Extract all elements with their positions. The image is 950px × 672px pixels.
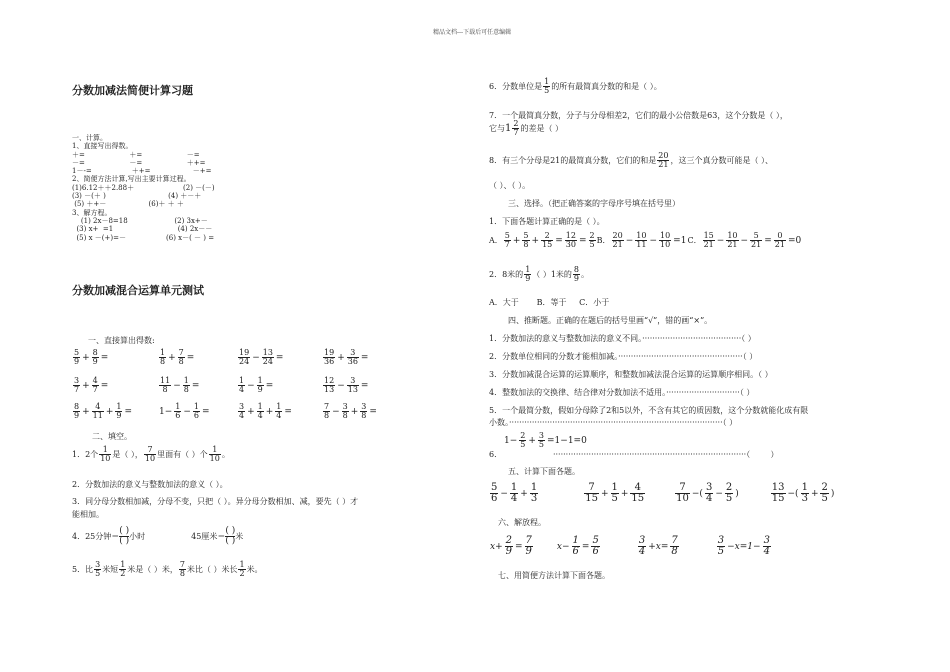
fraction: $\frac{12}{30}$ bbox=[565, 231, 576, 249]
c2-text-c: 。 bbox=[581, 270, 590, 279]
block-line: 一、计算。 bbox=[72, 134, 107, 142]
section-judge: 四、推断题。正确的在题后的括号里画“√”，错的画“×”。 bbox=[508, 316, 713, 325]
q1-text-c: 里面有（ ）个 bbox=[157, 450, 208, 459]
fraction: $\frac{7}{8}$ bbox=[324, 402, 330, 420]
q7-text-b: 它与 bbox=[489, 124, 505, 133]
fraction: $\frac{7}{8}$ bbox=[179, 560, 185, 578]
calc-item bbox=[237, 349, 284, 366]
fraction: $\frac{1}{6}$ bbox=[175, 402, 181, 420]
fraction: $\frac{19}{36}$ bbox=[324, 348, 335, 366]
calc-item bbox=[158, 349, 195, 366]
judge-q1: 1．分数加法的意义与整数加法的意义不同。·······································（ ） bbox=[489, 334, 756, 343]
operator: + bbox=[82, 406, 90, 417]
fraction: $\frac{3}{4}$ bbox=[705, 482, 713, 504]
fill-q2: 2．分数加法的意义与整数加法的意义（ ）。 bbox=[72, 480, 228, 489]
fraction: $\frac{1}{3}$ bbox=[530, 482, 538, 504]
fraction: $\frac{7}{8}$ bbox=[178, 348, 184, 366]
judge-q4: 4．整数加法的交换律、结合律对分数加法不适用。·····························（ ） bbox=[489, 388, 755, 397]
q6-text-b: 的所有最简真分数的和是（ ）。 bbox=[551, 82, 662, 91]
fraction: $\frac{1}{6}$ bbox=[572, 535, 579, 557]
fraction: $\frac{1}{4}$ bbox=[257, 402, 263, 420]
fraction: $\frac{19}{24}$ bbox=[239, 348, 250, 366]
fill-q3-line1: 3．同分母分数相加减，分母不变，只把（ ）。异分母分数相加、减，要先（ ）才 bbox=[72, 497, 359, 506]
fraction: $\frac{5}{9}$ bbox=[74, 348, 80, 366]
fraction: $\frac{2}{9}$ bbox=[505, 535, 512, 557]
fill-q5 bbox=[72, 561, 263, 578]
choice-q2-options: A．大于 B．等于 C．小于 bbox=[489, 298, 610, 307]
operator: = bbox=[191, 380, 200, 391]
operator: = bbox=[186, 352, 195, 363]
fraction: $\frac{3}{36}$ bbox=[347, 348, 358, 366]
fraction: $\frac{8}{9}$ bbox=[92, 348, 98, 366]
option-a-label[interactable]: A． bbox=[489, 236, 503, 245]
fraction: $\frac{7}{8}$ bbox=[671, 535, 678, 557]
compute-row: $\frac{5}{6}$ − $\frac{1}{4}$ + $\frac{1}{3}$ $\frac{7}{15}$ + $\frac{1}{5}$ + $\frac{4}{15}$ $\frac{7}{10}$ −( $\frac{3}{4}$ − $\frac{2}{5}$ ) $\frac{13}{15}$ −( $\frac{1}{3}$ + $\frac{2}{5}$ ) bbox=[491, 482, 835, 504]
fraction: $\frac{2}{5}$ bbox=[589, 231, 595, 249]
q5-text-d: 米比（ ）米长 bbox=[186, 565, 238, 574]
calc-item bbox=[72, 349, 109, 366]
fraction: $\frac{1}{2}$ bbox=[120, 560, 126, 578]
block-line: (3) x+ =1 (4) 2x－－ bbox=[72, 225, 213, 234]
operator: = bbox=[284, 406, 292, 417]
fraction: $\frac{5}{7}$ bbox=[504, 231, 510, 249]
operator: = bbox=[360, 380, 369, 391]
fraction: $\frac{10}{21}$ bbox=[727, 231, 738, 249]
fraction: $\frac{8}{9}$ bbox=[573, 265, 580, 283]
fraction: $\frac{20}{21}$ bbox=[658, 151, 669, 169]
calc-item bbox=[237, 377, 274, 394]
judge-q2: 2．分数单位相同的分数才能相加减。·················································（ ） bbox=[489, 352, 758, 361]
fraction: $\frac{7}{10}$ bbox=[676, 482, 689, 504]
fraction: $\frac{2}{7}$ bbox=[513, 119, 519, 137]
c2-text-b: （ ）1米的 bbox=[532, 270, 572, 279]
blank-fraction[interactable]: ( ) ( ) bbox=[225, 526, 236, 546]
fraction: $\frac{11}{8}$ bbox=[160, 376, 171, 394]
operator: + bbox=[105, 406, 114, 417]
operator: = bbox=[100, 380, 109, 391]
operator: + bbox=[82, 380, 90, 391]
fraction: $\frac{13}{15}$ bbox=[771, 482, 785, 504]
option-b-label[interactable]: B． bbox=[596, 236, 611, 245]
fraction: $\frac{3}{4}$ bbox=[239, 402, 245, 420]
q8-text-b: ，这三个真分数可能是（ ）、 bbox=[670, 156, 774, 165]
fraction: $\frac{2}{5}$ bbox=[821, 482, 828, 504]
section-compute: 五、计算下面各题。 bbox=[508, 467, 580, 476]
fraction: $\frac{1}{3}$ bbox=[801, 482, 808, 504]
fraction: $\frac{10}{10}$ bbox=[659, 231, 671, 249]
q1-text-d: 。 bbox=[221, 450, 230, 459]
operator: − bbox=[332, 406, 340, 417]
choice-q1: 1．下面各题计算正确的是（ ）。 bbox=[489, 217, 605, 226]
option-c-label[interactable]: C． bbox=[687, 236, 702, 245]
operator: = bbox=[100, 352, 109, 363]
q8-text-a: 8．有三个分母是21的最简真分数，它们的和是 bbox=[489, 156, 657, 165]
title-unit-test: 分数加减混合运算单元测试 bbox=[72, 284, 204, 297]
operator: + bbox=[350, 406, 359, 417]
fraction: $\frac{0}{21}$ bbox=[774, 231, 785, 249]
fill-q4 bbox=[72, 527, 243, 546]
operator: = bbox=[265, 380, 274, 391]
fraction: $\frac{3}{13}$ bbox=[347, 376, 358, 394]
fraction: $\frac{4}{7}$ bbox=[92, 376, 98, 394]
block-line: (5) ＋+－ (6)＋ ＋ ＋ bbox=[72, 200, 184, 209]
section-choice: 三、选择。（把正确答案的字母序号填在括号里） bbox=[508, 199, 680, 208]
section-direct-calc: 一、直接算出得数: bbox=[88, 336, 155, 345]
fraction: $\frac{1}{10}$ bbox=[209, 445, 220, 463]
operator: = bbox=[275, 352, 284, 363]
q6-text-a: 6．分数单位是 bbox=[489, 82, 543, 91]
fraction: $\frac{5}{6}$ bbox=[592, 535, 599, 557]
fraction: $\frac{3}{5}$ bbox=[538, 431, 545, 449]
fraction: $\frac{1}{5}$ bbox=[544, 77, 550, 95]
calc-item bbox=[322, 349, 369, 366]
fraction: $\frac{2}{15}$ bbox=[542, 231, 553, 249]
operator: + bbox=[168, 352, 176, 363]
q5-text-a: 5．比 bbox=[72, 565, 94, 574]
calc-item bbox=[158, 377, 200, 394]
operator: 1− bbox=[159, 406, 173, 417]
fraction: $\frac{15}{21}$ bbox=[703, 231, 714, 249]
fill-q6 bbox=[489, 78, 662, 95]
title-simplified-calc: 分数加减法简便计算习题 bbox=[72, 84, 193, 97]
fraction: $\frac{1}{2}$ bbox=[239, 560, 245, 578]
mixed-whole: 1 bbox=[505, 123, 512, 134]
fraction: $\frac{1}{8}$ bbox=[183, 376, 189, 394]
block-line: 1－-= ＋+= －+= bbox=[72, 167, 212, 176]
q4-text-b: 小时 bbox=[129, 532, 146, 541]
block-line: (1) 2x－8=18 (2) 3x+－ bbox=[72, 216, 208, 225]
section-equations: 六、解放程。 bbox=[498, 518, 546, 527]
calc-item bbox=[72, 403, 133, 420]
fill-q7-line2 bbox=[489, 120, 563, 137]
operator: − bbox=[337, 380, 345, 391]
fraction: $\frac{3}{4}$ bbox=[763, 535, 770, 557]
operator: = bbox=[360, 352, 369, 363]
fraction: $\frac{7}{10}$ bbox=[144, 445, 156, 463]
block-line: (5) x －(+)=－ (6) x－( － ) = bbox=[72, 233, 215, 242]
fraction: $\frac{1}{9}$ bbox=[525, 265, 531, 283]
fraction: $\frac{1}{4}$ bbox=[510, 482, 518, 504]
fraction: $\frac{20}{21}$ bbox=[612, 231, 623, 249]
choice-q2 bbox=[489, 266, 589, 283]
fill-q8-line1 bbox=[489, 152, 773, 169]
judge-q3: 3．分数加减混合运算的运算顺序，和整数加减法混合运算的运算顺序相同。（ ） bbox=[489, 370, 773, 379]
fraction: $\frac{3}{4}$ bbox=[638, 535, 646, 557]
block-line: (1)6.12＋＋2.88＋ (2) －(－) bbox=[72, 183, 215, 192]
fraction: $\frac{5}{8}$ bbox=[523, 231, 529, 249]
q5-text-c: 米是（ ）米， bbox=[127, 565, 178, 574]
operator: + bbox=[247, 406, 255, 417]
judge-q5-line2: 小数。····················································································（ ） bbox=[489, 418, 738, 427]
q5-text-b: 米短 bbox=[102, 565, 119, 574]
q7-text-c: 的差是（ ） bbox=[520, 124, 564, 133]
judge-q6: 6． ············································································（ ） bbox=[489, 450, 779, 459]
q1-text-b: 是（ ）， bbox=[112, 450, 143, 459]
fill-q7-line1: 7．一个最简真分数，分子与分母相差2，它们的最小公倍数是63，这个分数是（ ）， bbox=[489, 111, 788, 120]
fraction: $\frac{1}{10}$ bbox=[100, 445, 111, 463]
q4-text-d: 米 bbox=[235, 532, 244, 541]
block-line: 2、简便方法计算,写出主要计算过程。 bbox=[72, 175, 191, 184]
q4-text-c: 45厘米＝ bbox=[191, 532, 226, 541]
fraction: $\frac{4}{15}$ bbox=[631, 482, 645, 504]
calc-item bbox=[72, 377, 109, 394]
equation-row: x+ $\frac{2}{9}$ = $\frac{7}{9}$ x− $\frac{1}{6}$ = $\frac{5}{6}$ $\frac{3}{4}$ +x= $\frac{7}{8}$ $\frac{3}{5}$ −x=1− $\frac{3}{4}$ bbox=[490, 535, 770, 557]
fraction: $\frac{5}{6}$ bbox=[491, 482, 498, 504]
fraction: $\frac{3}{5}$ bbox=[717, 535, 725, 557]
judge-q5-line1: 5．一个最简分数，假如分母除了2和5以外，不含有其它的质因数，这个分数就能化成有限 bbox=[489, 406, 809, 415]
calc-item bbox=[322, 377, 369, 394]
fraction: $\frac{8}{9}$ bbox=[74, 402, 80, 420]
fraction: $\frac{3}{8}$ bbox=[342, 402, 348, 420]
fraction: $\frac{13}{24}$ bbox=[262, 348, 273, 366]
fraction: $\frac{10}{11}$ bbox=[636, 231, 647, 249]
fraction: $\frac{1}{9}$ bbox=[257, 376, 263, 394]
block-line: －= －= ＋+= bbox=[72, 158, 206, 167]
calc-exercise-block bbox=[72, 134, 215, 242]
block-line: (3) －(＋ ) (4) ＋－＋ bbox=[72, 192, 202, 201]
calc-item bbox=[322, 403, 378, 420]
operator: − bbox=[247, 380, 255, 391]
fill-q8-line2: （ ）、（ ）。 bbox=[489, 181, 531, 190]
fraction: $\frac{1}{4}$ bbox=[276, 402, 282, 420]
operator: = bbox=[124, 406, 133, 417]
block-line: 1、直接写出得数。 bbox=[72, 142, 133, 151]
operator: = bbox=[369, 406, 377, 417]
q5-text-e: 米。 bbox=[246, 565, 263, 574]
operator: + bbox=[337, 352, 345, 363]
operator: − bbox=[252, 352, 260, 363]
fraction: $\frac{2}{5}$ bbox=[725, 482, 733, 504]
fraction: $\frac{2}{5}$ bbox=[520, 431, 526, 449]
q4-text-a: 4．25分钟＝ bbox=[72, 532, 120, 541]
judge-q6-expression: 1− $\frac{2}{5}$ + $\frac{3}{5}$ =1−1=0 bbox=[504, 431, 587, 449]
fraction: $\frac{7}{15}$ bbox=[585, 482, 598, 504]
fraction: $\frac{1}{5}$ bbox=[611, 482, 618, 504]
operator: + bbox=[82, 352, 90, 363]
q1-text-a: 1．2个 bbox=[72, 450, 99, 459]
fraction: $\frac{5}{21}$ bbox=[751, 231, 762, 249]
fill-q1 bbox=[72, 446, 230, 463]
page-header: 精品文档---下载后可任意编辑 bbox=[433, 29, 512, 36]
fraction: $\frac{1}{9}$ bbox=[116, 402, 122, 420]
section-simplify: 七、用简便方法计算下面各题。 bbox=[498, 571, 610, 580]
operator: + bbox=[265, 406, 274, 417]
fraction: $\frac{7}{9}$ bbox=[525, 535, 532, 557]
block-line: ＋= ＋= －= bbox=[72, 150, 200, 159]
c2-text-a: 2．8米的 bbox=[489, 270, 524, 279]
fraction: $\frac{3}{8}$ bbox=[361, 402, 367, 420]
choice-q1-options: A． $\frac{5}{7}$ + $\frac{5}{8}$ + $\frac{2}{15}$ = $\frac{12}{30}$ = $\frac{2}{5}$ B． $\frac{20}{21}$ − $\frac{10}{11}$ − $\frac{10}{10}$ =1 C． $\frac{15}{21}$ − $\frac{10}{21}$ − $\frac{5}{21}$ = $\frac{0}{21}$ =0 bbox=[489, 231, 802, 249]
calc-item bbox=[158, 403, 211, 420]
fraction: $\frac{12}{13}$ bbox=[324, 376, 335, 394]
block-line: 3、解方程。 bbox=[72, 208, 112, 217]
fraction: $\frac{4}{11}$ bbox=[92, 402, 103, 420]
section-fill-blank: 二、填空。 bbox=[92, 432, 132, 441]
fraction: $\frac{3}{5}$ bbox=[95, 560, 101, 578]
operator: = bbox=[202, 406, 210, 417]
operator: − bbox=[183, 406, 191, 417]
fraction: $\frac{3}{7}$ bbox=[74, 376, 80, 394]
operator: − bbox=[173, 380, 181, 391]
fill-q3-line2: 能相加。 bbox=[72, 510, 104, 519]
blank-fraction[interactable]: ( ) ( ) bbox=[119, 526, 130, 546]
fraction: $\frac{1}{6}$ bbox=[193, 402, 200, 420]
fraction: $\frac{1}{4}$ bbox=[239, 376, 245, 394]
fraction: $\frac{1}{8}$ bbox=[160, 348, 166, 366]
calc-item bbox=[237, 403, 293, 420]
